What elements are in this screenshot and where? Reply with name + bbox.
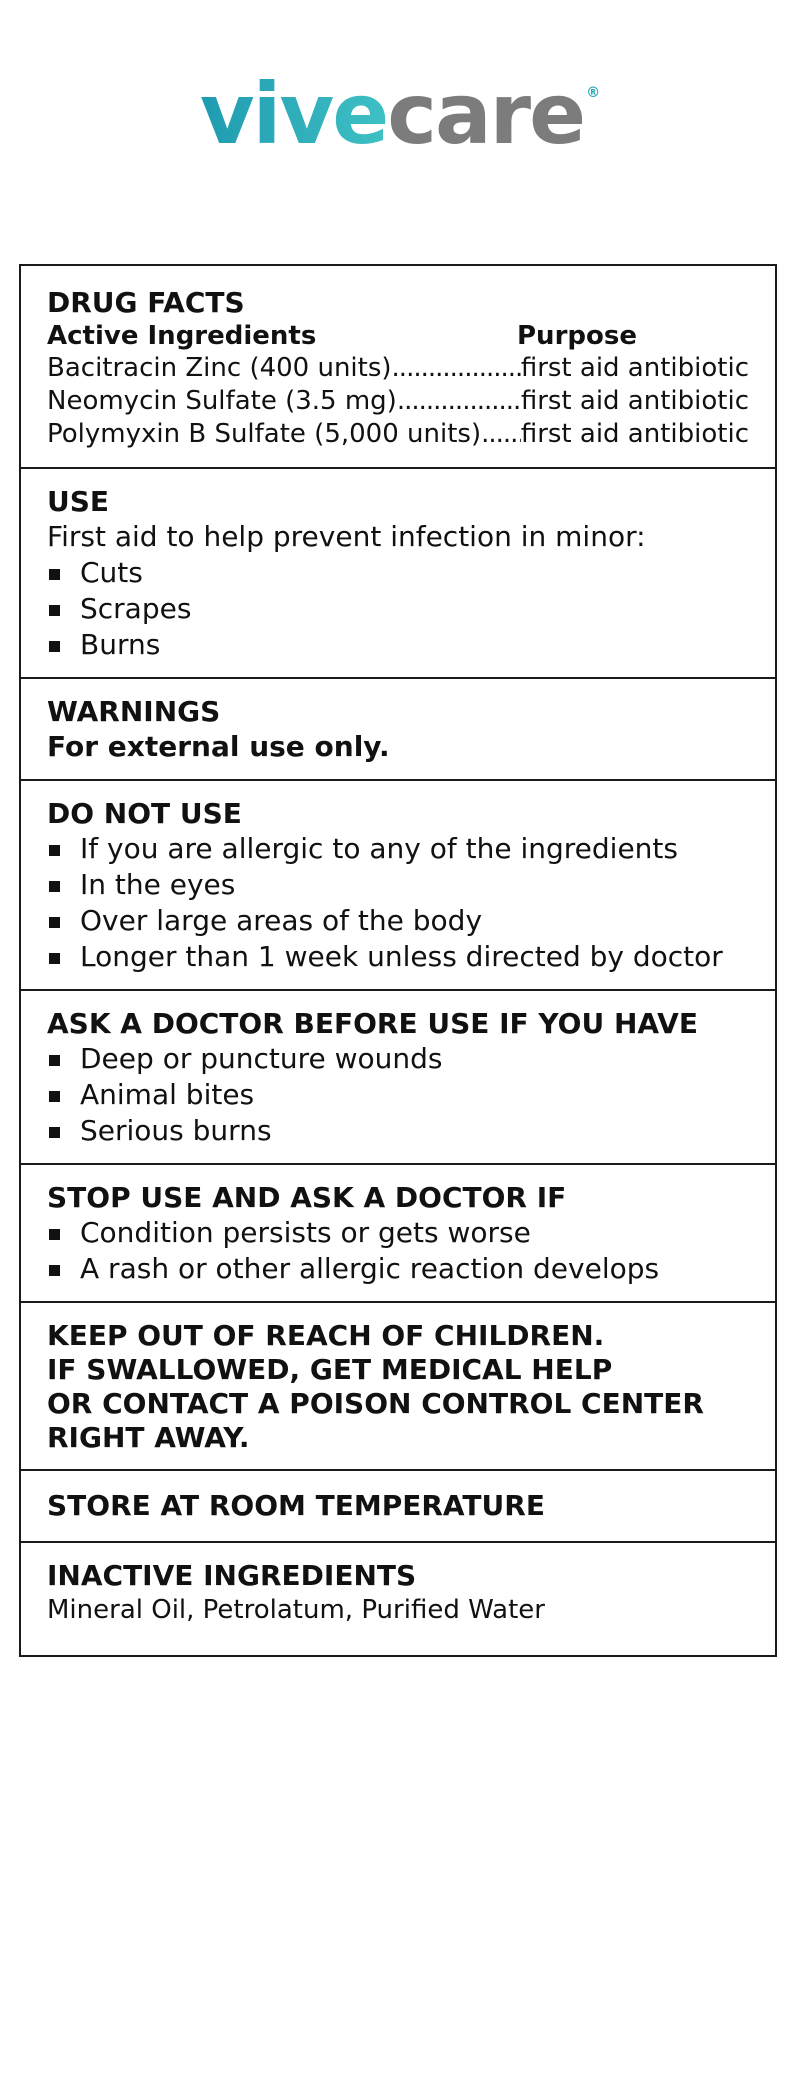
bullet-square-icon: [49, 1055, 60, 1066]
keep-out-line: OR CONTACT A POISON CONTROL CENTER: [47, 1387, 704, 1420]
list-item: A rash or other allergic reaction develops: [47, 1251, 749, 1287]
ingredient-row: [47, 385, 749, 418]
bullet-square-icon: [49, 641, 60, 652]
leader-dots: [392, 352, 521, 385]
keep-out-section: [21, 1301, 775, 1469]
bullet-square-icon: [49, 845, 60, 856]
ingredient-purpose: first aid antibiotic: [520, 386, 749, 416]
ingredient-purpose: first aid antibiotic: [520, 353, 749, 383]
keep-out-line: KEEP OUT OF REACH OF CHILDREN.: [47, 1319, 605, 1352]
ingredient-name: Polymyxin B Sulfate (5,000 units): [47, 419, 482, 449]
inactive-heading: INACTIVE INGREDIENTS: [47, 1559, 417, 1592]
warnings-text: For external use only.: [47, 730, 390, 763]
drug-facts-section: [21, 266, 775, 467]
storage-section: [21, 1469, 775, 1541]
registered-mark: ®: [586, 85, 601, 101]
ingredient-name: Neomycin Sulfate (3.5 mg): [47, 386, 397, 416]
list-item: Burns: [47, 627, 749, 663]
list-item: Over large areas of the body: [47, 903, 749, 939]
bullet-square-icon: [49, 953, 60, 964]
ingredients-header-row: [47, 320, 749, 352]
use-intro: First aid to help prevent infection in minor:: [47, 520, 646, 553]
keep-out-line: IF SWALLOWED, GET MEDICAL HELP: [47, 1353, 613, 1386]
leader-dots: [481, 418, 521, 451]
list-item: Serious burns: [47, 1113, 749, 1149]
do-not-use-list: [47, 831, 749, 975]
bullet-square-icon: [49, 1091, 60, 1102]
bullet-square-icon: [49, 569, 60, 580]
ingredient-purpose: first aid antibiotic: [520, 419, 749, 449]
vivecare-logo: [0, 65, 800, 163]
warnings-section: [21, 677, 775, 779]
keep-out-line: RIGHT AWAY.: [47, 1421, 250, 1454]
list-item: Condition persists or gets worse: [47, 1215, 749, 1251]
leader-dots: [397, 385, 521, 418]
ingredient-row: [47, 352, 749, 385]
list-item: Longer than 1 week unless directed by doctor: [47, 939, 749, 975]
warnings-heading: WARNINGS: [47, 695, 221, 728]
active-ingredients-header: Active Ingredients: [47, 321, 317, 351]
ask-doctor-section: [21, 989, 775, 1163]
bullet-square-icon: [49, 1265, 60, 1276]
stop-use-list: [47, 1215, 749, 1287]
stop-use-section: [21, 1163, 775, 1301]
bullet-square-icon: [49, 605, 60, 616]
bullet-square-icon: [49, 1229, 60, 1240]
ingredient-row: [47, 418, 749, 451]
bullet-square-icon: [49, 917, 60, 928]
do-not-use-section: [21, 779, 775, 989]
use-section: [21, 467, 775, 677]
storage-heading: STORE AT ROOM TEMPERATURE: [47, 1489, 545, 1522]
ask-doctor-heading: ASK A DOCTOR BEFORE USE IF YOU HAVE: [47, 1007, 698, 1040]
list-item: If you are allergic to any of the ingredients: [47, 831, 749, 867]
bullet-square-icon: [49, 1127, 60, 1138]
logo-care: care: [387, 65, 585, 163]
inactive-text: Mineral Oil, Petrolatum, Purified Water: [47, 1595, 545, 1625]
list-item: Deep or puncture wounds: [47, 1041, 749, 1077]
list-item: Animal bites: [47, 1077, 749, 1113]
use-heading: USE: [47, 485, 110, 518]
ingredient-name: Bacitracin Zinc (400 units): [47, 353, 392, 383]
do-not-use-heading: DO NOT USE: [47, 797, 242, 830]
drug-facts-panel: [19, 264, 777, 1657]
use-list: [47, 555, 749, 663]
ask-doctor-list: [47, 1041, 749, 1149]
bullet-square-icon: [49, 881, 60, 892]
list-item: Scrapes: [47, 591, 749, 627]
list-item: In the eyes: [47, 867, 749, 903]
stop-use-heading: STOP USE AND ASK A DOCTOR IF: [47, 1181, 567, 1214]
drug-facts-title: DRUG FACTS: [47, 286, 245, 319]
logo-vive: vive: [199, 65, 388, 163]
purpose-header: Purpose: [517, 321, 637, 351]
inactive-ingredients-section: [21, 1541, 775, 1655]
list-item: Cuts: [47, 555, 749, 591]
